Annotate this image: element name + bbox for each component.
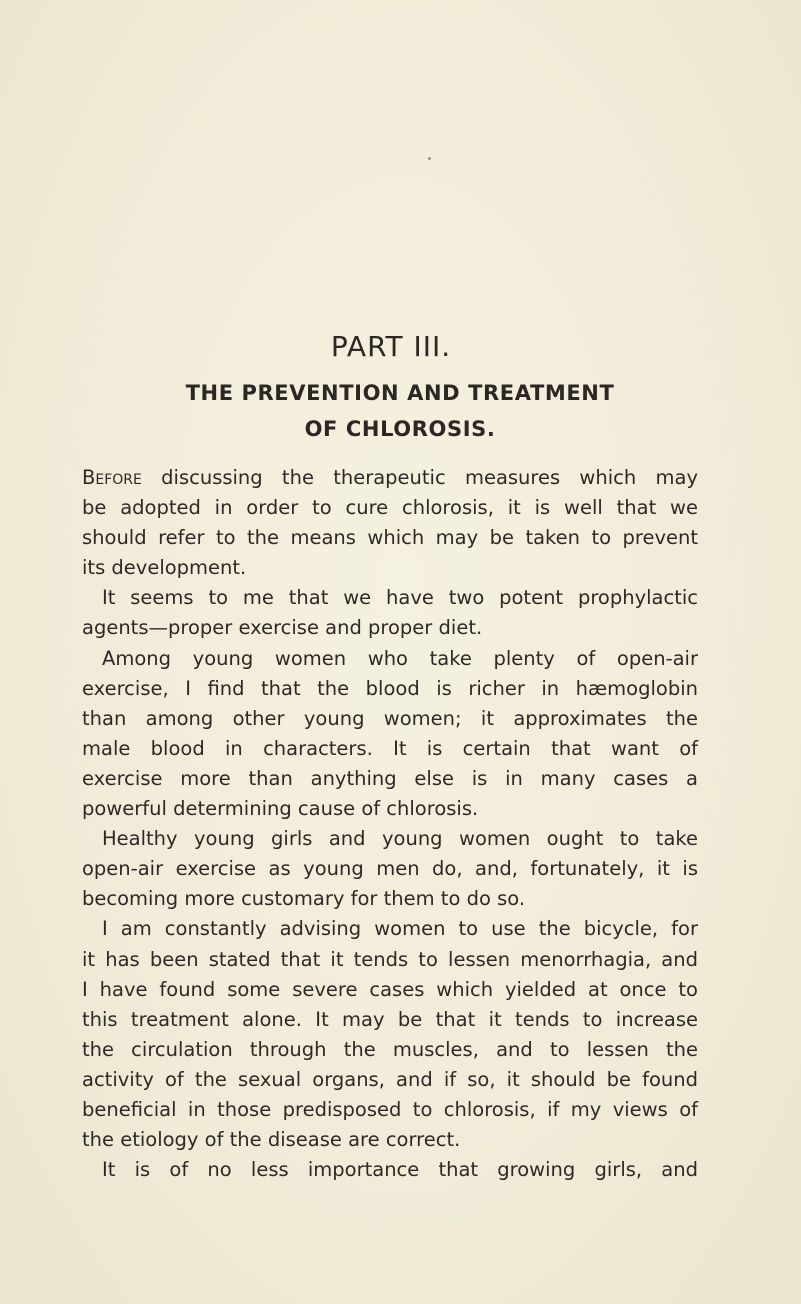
paragraph-line: activity of the sexual organs, and if so, it should be found [82, 1067, 698, 1091]
paragraph-line: should refer to the means which may be taken to prevent [82, 526, 698, 550]
paragraph-line: It is of no less importance that growing girls, and [102, 1158, 698, 1182]
paragraph-line: Healthy young girls and young women ought to take [102, 827, 698, 851]
paragraph-line: open-air exercise as young men do, and, fortunately, it is [82, 857, 698, 881]
line-text: discussing the therapeutic measures which may [161, 466, 698, 489]
body-text [82, 463, 698, 1185]
paragraph-line: the circulation through the muscles, and to lessen the [82, 1037, 698, 1061]
chapter-title-line-2: OF CHLOROSIS. [304, 417, 496, 441]
paragraph-line: the etiology of the disease are correct. [82, 1128, 461, 1152]
paragraph-line: Among young women who take plenty of open-air [102, 646, 698, 670]
paragraph-line: than among other young women; it approximates the [82, 706, 698, 730]
paragraph-line [82, 463, 698, 493]
paragraph-line: be adopted in order to cure chlorosis, it is well that we [82, 496, 698, 520]
paragraph-line: beneficial in those predisposed to chlorosis, if my views of [82, 1097, 698, 1121]
paragraph-line: agents—proper exercise and proper diet. [82, 616, 483, 640]
paragraph-line: male blood in characters. It is certain that want of [82, 736, 698, 760]
paragraph-line: it has been stated that it tends to lessen menorrhagia, and [82, 947, 698, 971]
part-heading: PART III. [330, 330, 452, 363]
lead-word: Before [82, 466, 142, 489]
paragraph-line: becoming more customary for them to do so. [82, 887, 526, 911]
paragraph-line: this treatment alone. It may be that it tends to increase [82, 1007, 698, 1031]
paragraph-line: its development. [82, 556, 247, 580]
paragraph-line: exercise, I find that the blood is richer in hæmoglobin [82, 676, 698, 700]
paragraph-line: powerful determining cause of chlorosis. [82, 797, 479, 821]
paper-speck [428, 157, 431, 160]
chapter-title-line-1: THE PREVENTION AND TREATMENT [185, 381, 615, 405]
paragraph-line: It seems to me that we have two potent prophylactic [102, 586, 698, 610]
paragraph-line: I am constantly advising women to use the bicycle, for [102, 917, 698, 941]
paragraph-line: exercise more than anything else is in many cases a [82, 766, 698, 790]
paragraph-line: I have found some severe cases which yielded at once to [82, 977, 698, 1001]
